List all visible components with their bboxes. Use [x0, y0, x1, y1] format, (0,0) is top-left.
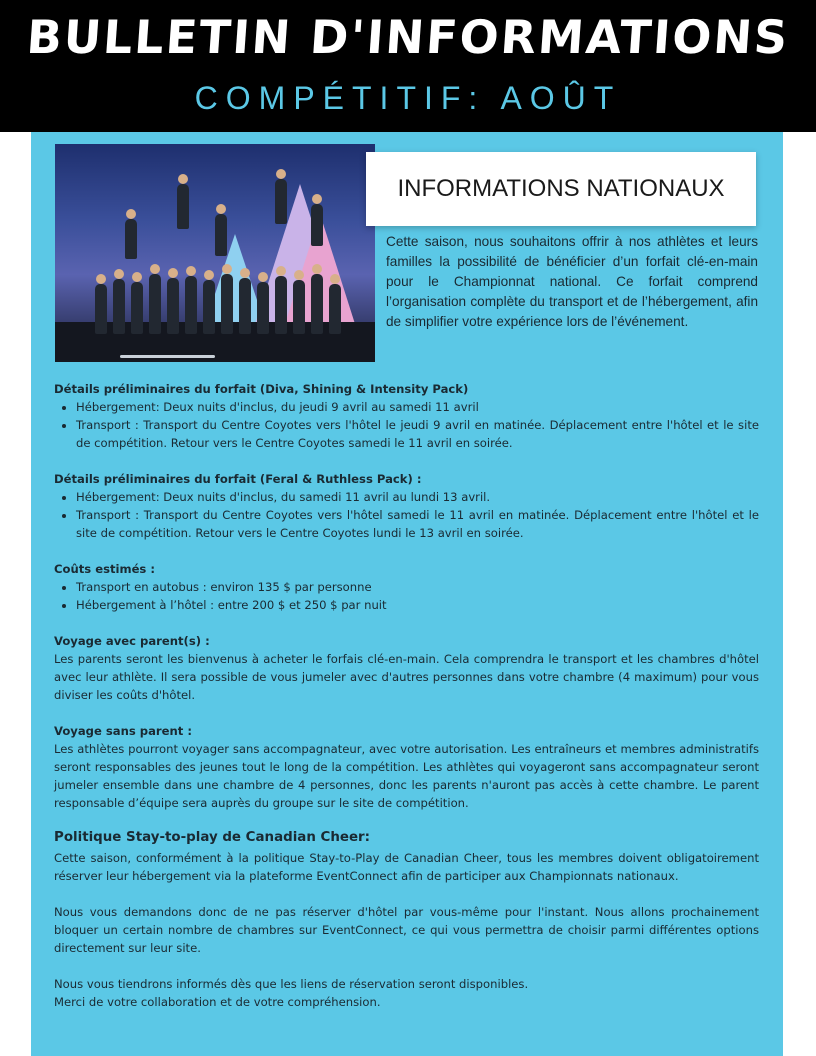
- pack2-title: Détails préliminaires du forfait (Feral & Ruthless Pack) :: [54, 472, 422, 486]
- with-parent-title: Voyage avec parent(s) :: [54, 634, 210, 648]
- without-parent-block: [54, 722, 759, 812]
- policy-paragraph-3-line-1: Nous vous tiendrons informés dès que les liens de réservation seront disponibles.: [54, 977, 529, 991]
- pack1-list: [76, 398, 759, 452]
- costs-title: Coûts estimés :: [54, 562, 156, 576]
- section-title: INFORMATIONS NATIONAUX: [397, 175, 725, 202]
- with-parent-block: [54, 632, 759, 704]
- policy-block: [54, 828, 759, 1011]
- list-item: • Hébergement à l’hôtel : entre 200 $ et 250 $ par nuit: [76, 596, 759, 614]
- without-parent-title: Voyage sans parent :: [54, 724, 192, 738]
- with-parent-text: Les parents seront les bienvenus à acheter le forfais clé-en-main. Cela comprendra le transport et les chambres d'hôtel avec leur athlète. Il sera possible de vous jumeler avec d'autres personnes dans votre chambre (4 maximum) pour vous diviser les coûts d'hôtel.: [54, 652, 759, 702]
- policy-title: Politique Stay-to-play de Canadian Cheer:: [54, 830, 371, 845]
- without-parent-text: Les athlètes pourront voyager sans accompagnateur, avec votre autorisation. Les entraîneurs et membres administratifs seront responsables des jeunes tout le long de la compétition. Les athlètes qui voyageront sans accompagnateur seront jumeler ensemble dans une chambre de 4 personnes, donc les parents n'auront pas accès à cette chambre. Le parent responsable d’équipe sera auprès du groupe sur le site de compétition.: [54, 742, 759, 810]
- pack1-block: [54, 380, 759, 452]
- newsletter-header: [0, 0, 816, 132]
- pack2-block: [54, 470, 759, 542]
- details-content: [54, 380, 759, 1029]
- costs-block: [54, 560, 759, 614]
- list-item: • Transport : Transport du Centre Coyotes vers l'hôtel le jeudi 9 avril en matinée. Déplacement entre l'hôtel et le site de compétition. Retour vers le Centre Coyotes samedi le 11 avril en soirée.: [76, 416, 759, 452]
- team-photo: [55, 144, 375, 362]
- list-item: • Hébergement: Deux nuits d'inclus, du jeudi 9 avril au samedi 11 avril: [76, 398, 759, 416]
- pack2-list: [76, 488, 759, 542]
- newsletter-subtitle: COMPÉTITIF: AOÛT: [194, 80, 622, 116]
- section-title-box: [366, 152, 756, 226]
- newsletter-title: BULLETIN D'INFORMATIONS: [24, 10, 792, 64]
- list-item: • Transport en autobus : environ 135 $ par personne: [76, 578, 759, 596]
- costs-list: [76, 578, 759, 614]
- list-item: • Transport : Transport du Centre Coyotes vers l'hôtel samedi le 11 avril en matinée. Déplacement entre l'hôtel et le site de compétition. Retour vers le Centre Coyotes lundi le 13 avril en soirée.: [76, 506, 759, 542]
- policy-paragraph-2: Nous vous demandons donc de ne pas réserver d'hôtel par vous-même pour l'instant. Nous allons prochainement bloquer un certain nombre de chambres sur EventConnect, ce qui vous permettra de choisir parmi différentes options directement sur leur site.: [54, 905, 759, 955]
- list-item: • Hébergement: Deux nuits d'inclus, du samedi 11 avril au lundi 13 avril.: [76, 488, 759, 506]
- policy-paragraph-3-line-2: Merci de votre collaboration et de votre compréhension.: [54, 995, 381, 1009]
- policy-paragraph-1: Cette saison, conformément à la politique Stay-to-Play de Canadian Cheer, tous les membres doivent obligatoirement réserver leur hébergement via la plateforme EventConnect afin de participer aux Championnats nationaux.: [54, 851, 759, 883]
- cheer-pyramid-image: [85, 174, 355, 344]
- pack1-title: Détails préliminaires du forfait (Diva, Shining & Intensity Pack): [54, 382, 469, 396]
- content-panel: [31, 132, 783, 1056]
- intro-paragraph: Cette saison, nous souhaitons offrir à nos athlètes et leurs familles la possibilité de bénéficier d’un forfait clé-en-main pour le Championnat national. Ce forfait comprend l’organisation complète du transport et de l’hébergement, afin de simplifier votre expérience lors de l’événement.: [386, 234, 758, 329]
